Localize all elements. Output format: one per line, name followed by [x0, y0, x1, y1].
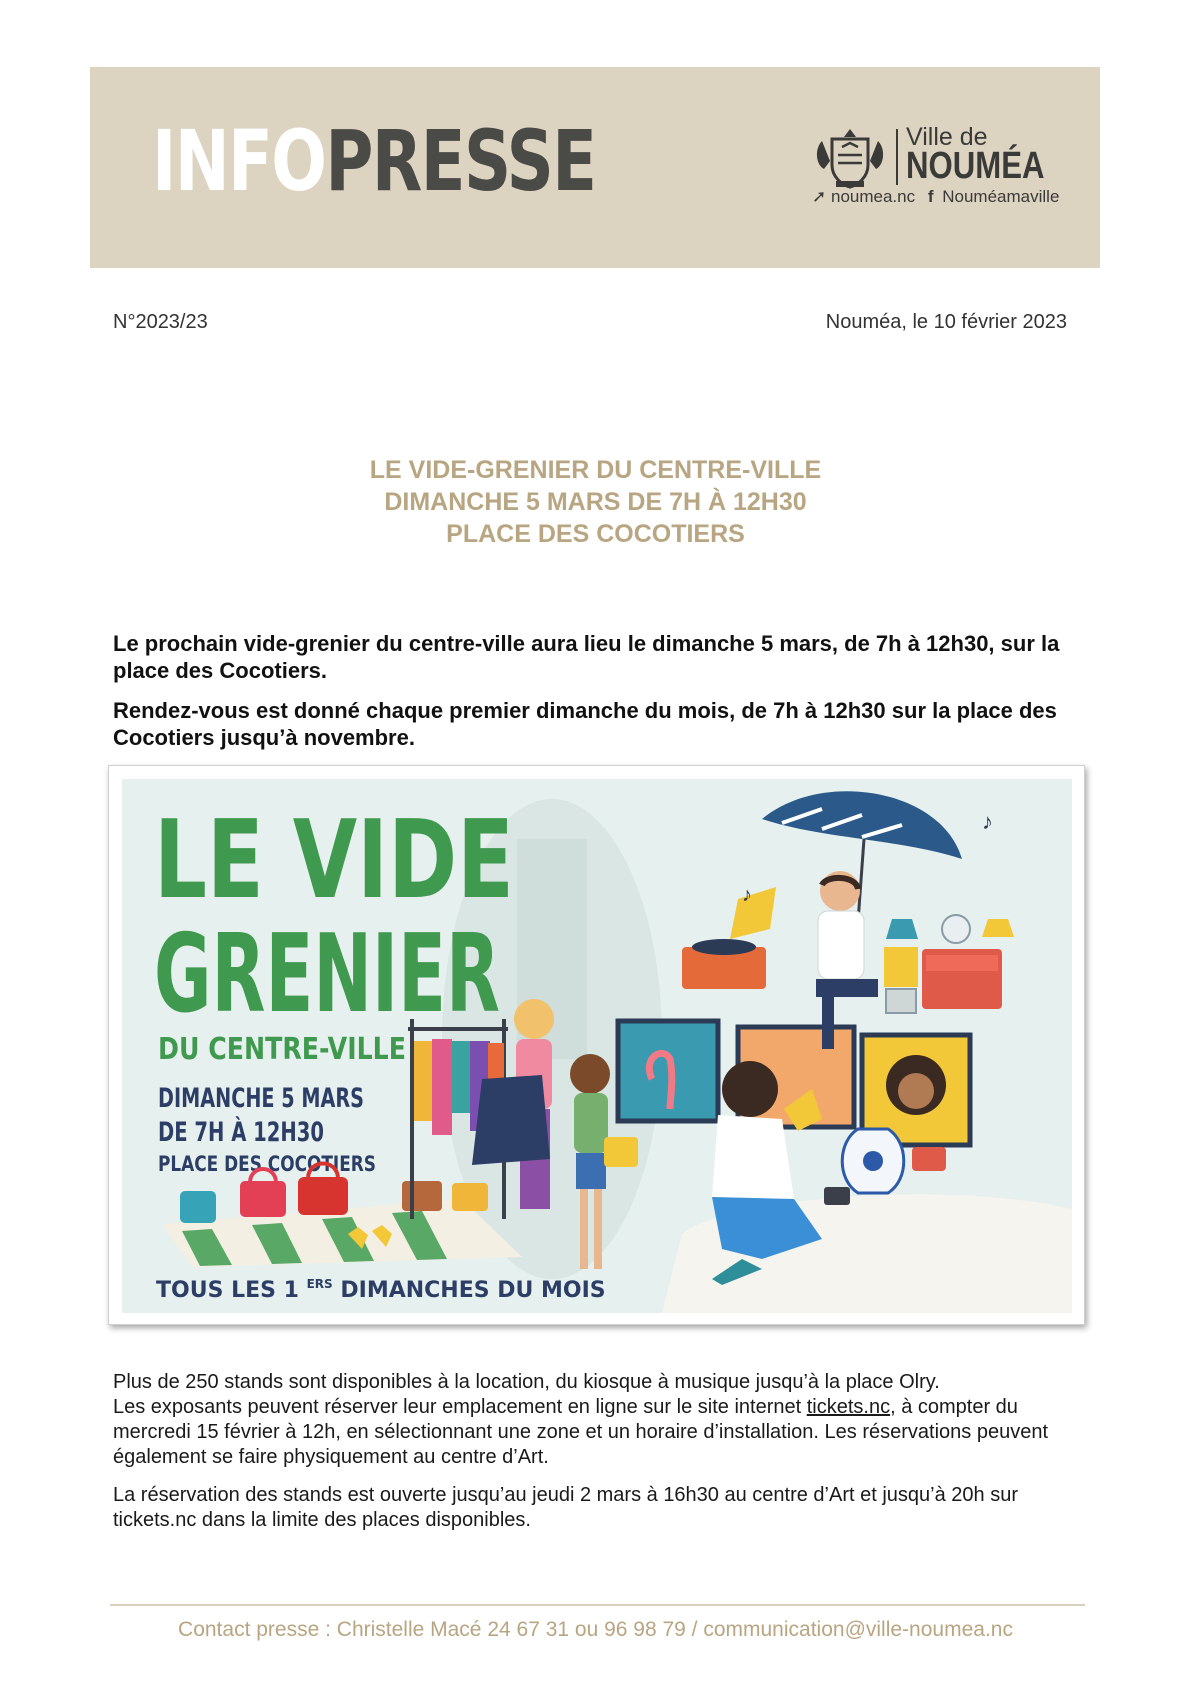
furniture-illustration	[884, 915, 1014, 1013]
logo-separator	[896, 129, 898, 185]
logo-ville-de: Ville de	[906, 123, 988, 151]
body-paragraph-1-text-end: , à compter du mercredi 15 février à 12h, en sélectionnant une zone et un horaire d’installation. Les réservations peuvent également se faire physiquement au centre d’Art.	[113, 1396, 1049, 1468]
poster-title-line-1: LE VIDE	[154, 798, 514, 923]
tickets-link[interactable]: tickets.nc	[806, 1396, 891, 1418]
body-paragraph-1-line-1: Plus de 250 stands sont disponibles à la location, du kiosque à musique jusqu’à la place Olry.	[113, 1371, 940, 1393]
body-paragraph-1-text: Les exposants peuvent réserver leur emplacement en ligne sur le site internet	[113, 1396, 807, 1418]
headline-line-2: DIMANCHE 5 MARS DE 7H À 12H30	[384, 488, 807, 516]
logo-links	[812, 187, 1059, 207]
facebook-link[interactable]: Nouméamaville	[942, 187, 1060, 206]
music-note-icon-2: ♪	[742, 884, 752, 906]
header-band	[90, 67, 1100, 268]
press-release-number: N°2023/23	[113, 311, 208, 333]
press-release-date: Nouméa, le 10 février 2023	[825, 311, 1067, 333]
body-paragraph-1	[113, 1370, 1098, 1470]
brand-presse: PRESSE	[325, 112, 596, 210]
logo-noumea: NOUMÉA	[906, 145, 1045, 187]
poster-bottom-pre: TOUS LES 1	[156, 1278, 299, 1303]
poster-bottom-sup: ERS	[306, 1277, 333, 1291]
headline-line-1: LE VIDE-GRENIER DU CENTRE-VILLE	[369, 456, 822, 484]
website-link[interactable]: noumea.nc	[830, 187, 916, 206]
poster-illustration	[122, 779, 1072, 1313]
crest-icon	[812, 125, 888, 191]
arrow-icon: ➚	[812, 187, 827, 206]
poster-bottom-post: DIMANCHES DU MOIS	[340, 1278, 606, 1303]
headline	[0, 454, 1191, 550]
poster-subtitle: DU CENTRE-VILLE	[158, 1032, 406, 1067]
poster-date-line-2: DE 7H À 12H30	[158, 1117, 388, 1148]
body-paragraph-2: La réservation des stands est ouverte jusqu’au jeudi 2 mars à 16h30 au centre d’Art et jusqu’à 20h sur tickets.nc dans la limite des places disponibles.	[113, 1484, 1018, 1531]
music-note-icon: ♪	[982, 809, 993, 834]
footer-contact: Contact presse : Christelle Macé 24 67 31 ou 96 98 79 / communication@ville-noumea.nc	[178, 1618, 1013, 1641]
poster-date-line-1: DIMANCHE 5 MARS	[158, 1083, 364, 1114]
event-poster	[108, 765, 1085, 1325]
lead-paragraph-1: Le prochain vide-grenier du centre-ville aura lieu le dimanche 5 mars, de 7h à 12h30, sur la place des Cocotiers.	[113, 631, 1060, 683]
headline-line-3: PLACE DES COCOTIERS	[446, 520, 745, 548]
brand-title	[152, 112, 596, 210]
facebook-icon: f	[927, 187, 934, 206]
footer-divider	[110, 1604, 1085, 1606]
brand-info: INFO	[152, 112, 326, 210]
ville-de-noumea-logo	[812, 123, 1060, 213]
lead-paragraph-2: Rendez-vous est donné chaque premier dimanche du mois, de 7h à 12h30 sur la place des Cocotiers jusqu’à novembre.	[113, 698, 1057, 750]
poster-place: PLACE DES COCOTIERS	[158, 1152, 376, 1176]
poster-title-line-2: GRENIER	[154, 912, 500, 1037]
